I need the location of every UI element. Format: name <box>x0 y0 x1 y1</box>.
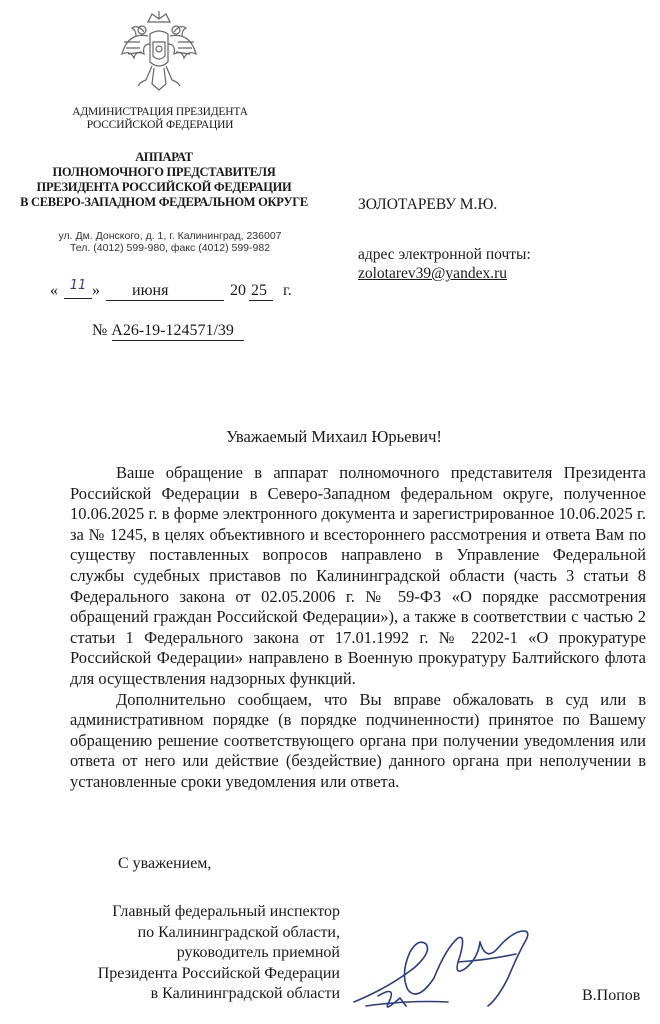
date-month: июня <box>132 282 169 299</box>
address-line-1: ул. Дм. Донского, д. 1, г. Калининград, 236007 <box>58 230 282 242</box>
date-close-quote: » <box>92 282 100 299</box>
body-paragraph-1: Ваше обращение в аппарат полномочного представителя Президента Российской Федерации в Северо-Западном федеральном округе, полученное 10.06.2025 г. в форме электронного документа и зарегистрированное 10.06.2025 г. за № 1245, в целях объективного и всестороннего рассмотрения и ответа Вам по существу поставленных вопросов направлено в Управление Федеральной службы судебных приставов по Калининградской области (часть 3 статьи 8 Федерального закона от 02.05.2006 г. № 59-ФЗ «О порядке рассмотрения обращений граждан Российской Федерации»), а также в соответствии с частью 2 статьи 1 Федерального закона от 17.01.1992 г. № 2202-1 «О прокуратуре Российской Федерации» направлено в Военную прокуратуру Балтийского флота для осуществления надзорных функций. <box>70 463 646 688</box>
email-label: адрес электронной почты: <box>358 246 531 263</box>
date-year-suffix: 25 <box>251 282 267 299</box>
apparat-title <box>8 150 320 210</box>
signatory-title <box>54 902 340 1005</box>
recipient-email: zolotarev39@yandex.ru <box>358 265 507 282</box>
date-year-prefix: 20 <box>230 282 246 299</box>
apparat-line-1: АППАРАТ <box>135 150 193 164</box>
date-open-quote: « <box>50 282 58 299</box>
signatory-title-line-1: Главный федеральный инспектор <box>112 903 340 920</box>
signatory-title-line-2: по Калининградской области, <box>137 923 340 941</box>
recipient-name: ЗОЛОТАРЕВУ М.Ю. <box>358 196 498 213</box>
handwritten-signature <box>348 918 548 1014</box>
signatory-title-line-3: руководитель приемной <box>176 944 340 961</box>
administration-title <box>40 106 280 132</box>
salutation: Уважаемый Михаил Юрьевич! <box>226 427 442 446</box>
admin-line-2: РОССИЙСКОЙ ФЕДЕРАЦИИ <box>86 119 234 131</box>
apparat-line-3: ПРЕЗИДЕНТА РОССИЙСКОЙ ФЕДЕРАЦИИ <box>36 180 292 194</box>
document-date <box>50 280 310 304</box>
sender-address <box>50 230 290 254</box>
apparat-line-4: В СЕВЕРО-ЗАПАДНОМ ФЕДЕРАЛЬНОМ ОКРУГЕ <box>20 195 308 209</box>
admin-line-1: АДМИНИСТРАЦИЯ ПРЕЗИДЕНТА <box>72 106 248 118</box>
reference-number: № А26-19-124571/39 <box>92 322 234 339</box>
apparat-line-2: ПОЛНОМОЧНОГО ПРЕДСТАВИТЕЛЯ <box>52 165 276 179</box>
date-year-unit: г. <box>283 282 292 299</box>
signatory-name: В.Попов <box>582 987 641 1004</box>
date-day-handwritten: 11 <box>69 278 87 293</box>
signatory-title-line-4: Президента Российской Федерации <box>97 964 340 982</box>
address-line-2: Тел. (4012) 599-980, факс (4012) 599-982 <box>69 242 271 254</box>
signatory-title-line-5: в Калининградской области <box>150 985 340 1002</box>
letter-body <box>70 463 646 793</box>
coat-of-arms-emblem <box>118 10 200 96</box>
body-paragraph-2: Дополнительно сообщаем, что Вы вправе обжаловать в суд или в административном порядке (в порядке подчиненности) принятое по Вашему обращению решение соответствующего органа при получении уведомления или ответа от него или действие (бездействие) данного органа при неполучении в установленные сроки уведомления или ответа. <box>70 689 646 791</box>
closing-phrase: С уважением, <box>118 855 212 872</box>
